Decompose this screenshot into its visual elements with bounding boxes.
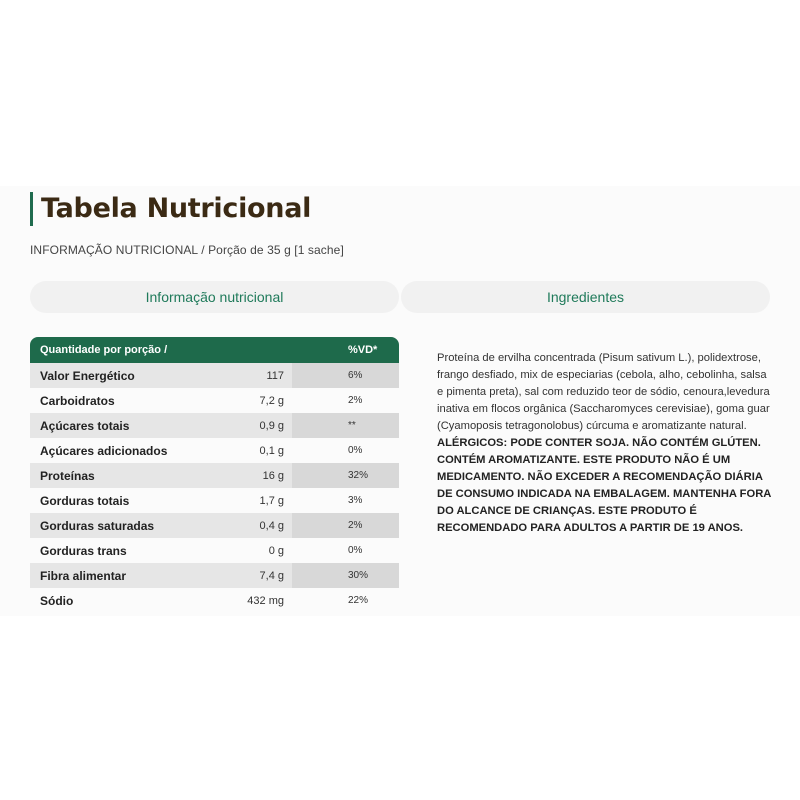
table-row <box>30 413 399 438</box>
table-header <box>30 337 399 363</box>
nutrient-label: Valor Energético <box>40 368 135 383</box>
nutrient-name <box>30 588 292 613</box>
title-accent-bar <box>30 192 311 226</box>
nutrient-name <box>30 538 292 563</box>
tab-ingredients[interactable]: Ingredientes <box>401 281 770 313</box>
nutrient-amount: 432 mg <box>247 594 284 607</box>
page-title: Tabela Nutricional <box>41 193 312 224</box>
nutrient-amount: 117 <box>266 369 284 382</box>
table-row <box>30 488 399 513</box>
nutrient-amount: 0,1 g <box>259 444 284 457</box>
tab-nutrition-info[interactable]: Informação nutricional <box>30 281 399 313</box>
nutrient-amount: 7,2 g <box>259 394 284 407</box>
nutrient-label: Açúcares totais <box>40 418 130 433</box>
nutrient-label: Gorduras totais <box>40 493 130 508</box>
nutrient-name <box>30 438 292 463</box>
nutrient-label: Açúcares adicionados <box>40 443 168 458</box>
table-body <box>30 363 399 613</box>
nutrient-label: Proteínas <box>40 468 95 483</box>
header-portion: Quantidade por porção / <box>40 344 168 356</box>
allergen-warning: ALÉRGICOS: PODE CONTER SOJA. NÃO CONTÉM GLÚTEN. CONTÉM AROMATIZANTE. ESTE PRODUTO NÃO É UM MEDICAMENTO. NÃO EXCEDER A RECOMENDAÇÃO DIÁRIA DE CONSUMO INDICADA NA EMBALAGEM. MANTENHA FORA DO ALCANCE DE CRIANÇAS. ESTE PRODUTO É RECOMENDADO PARA ADULTOS A PARTIR DE 19 ANOS. <box>437 437 771 534</box>
nutrient-amount: 0,9 g <box>259 419 284 432</box>
table-row <box>30 563 399 588</box>
nutrient-label: Gorduras saturadas <box>40 518 155 533</box>
table-row <box>30 388 399 413</box>
nutrition-table <box>30 337 399 613</box>
nutrient-vd: 3% <box>348 495 363 506</box>
nutrient-vd: 0% <box>348 545 363 556</box>
nutrient-vd: 22% <box>348 595 369 606</box>
nutrient-label: Sódio <box>40 593 74 608</box>
nutrient-amount: 7,4 g <box>259 569 284 582</box>
table-row <box>30 363 399 388</box>
nutrient-name <box>30 488 292 513</box>
table-row <box>30 513 399 538</box>
nutrient-amount: 0 g <box>268 544 284 557</box>
nutrient-vd: 6% <box>292 363 399 388</box>
ingredients-list: Proteína de ervilha concentrada (Pisum sativum L.), polidextrose, frango desfiado, mix de especiarias (cebola, alho, cebolinha, salsa e pimenta preta), sal com reduzido teor de sódio, cenoura,levedura inativa em flocos orgânica (Saccharomyces cerevisiae), goma guar (Cyamoposis tetragonolobus) cúrcuma e aromatizante natural. <box>437 352 770 432</box>
nutrient-label: Gorduras trans <box>40 543 127 558</box>
nutrient-amount: 16 g <box>262 469 284 482</box>
nutrient-vd: 30% <box>292 563 399 588</box>
nutrient-label: Carboidratos <box>40 393 115 408</box>
nutrient-vd: ** <box>292 413 399 438</box>
nutrient-amount: 0,4 g <box>259 519 284 532</box>
nutrient-vd: 2% <box>348 395 363 406</box>
table-row <box>30 438 399 463</box>
nutrient-name <box>30 388 292 413</box>
nutrient-vd: 32% <box>292 463 399 488</box>
table-row <box>30 588 399 613</box>
ingredients-text <box>437 350 772 537</box>
nutrient-name <box>30 363 292 388</box>
nutrient-amount: 1,7 g <box>259 494 284 507</box>
portion-subtitle: INFORMAÇÃO NUTRICIONAL / Porção de 35 g [1 sache] <box>30 243 344 257</box>
nutrient-name <box>30 413 292 438</box>
header-vd: %VD* <box>348 344 378 356</box>
table-row <box>30 463 399 488</box>
nutrient-name <box>30 513 292 538</box>
nutrient-label: Fibra alimentar <box>40 568 127 583</box>
nutrient-vd: 0% <box>348 445 363 456</box>
nutrient-name <box>30 463 292 488</box>
table-row <box>30 538 399 563</box>
nutrient-name <box>30 563 292 588</box>
nutrient-vd: 2% <box>292 513 399 538</box>
